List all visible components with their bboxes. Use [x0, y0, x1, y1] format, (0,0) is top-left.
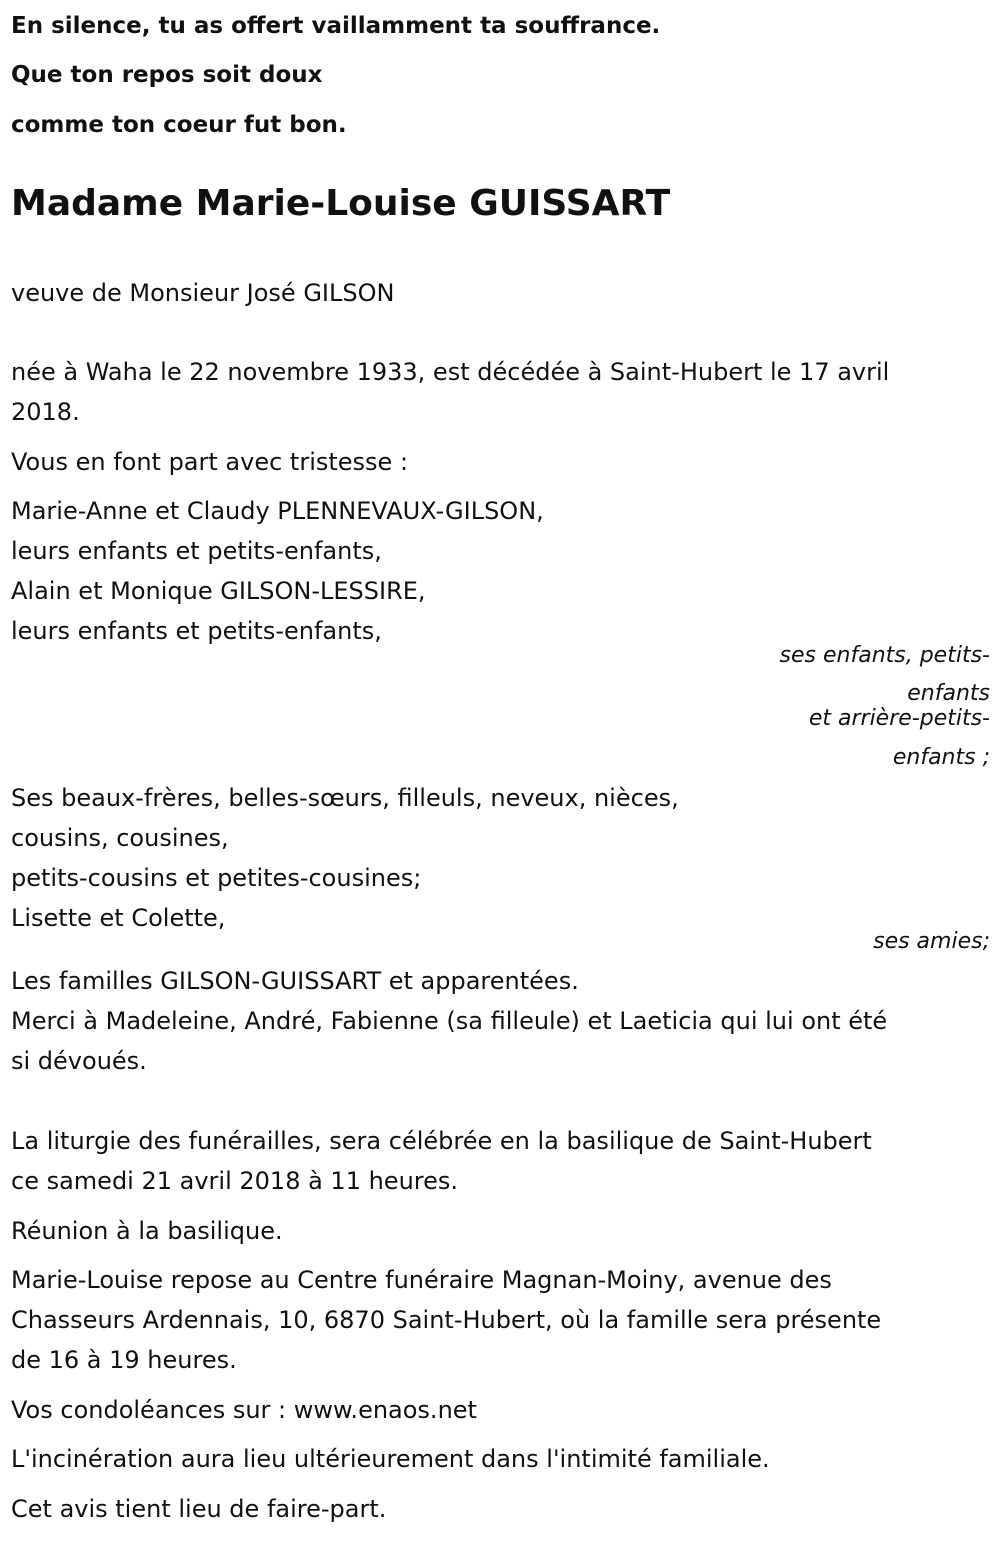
family-line: petits-cousins et petites-cousines;	[11, 864, 422, 892]
family-line: Lisette et Colette,	[11, 904, 226, 932]
poem-line-3: comme ton coeur fut bon.	[11, 112, 347, 138]
birth-death-line-1: née à Waha le 22 novembre 1933, est décédée à Saint-Hubert le 17 avril	[11, 358, 890, 386]
spouse-line: veuve de Monsieur José GILSON	[11, 279, 395, 307]
poem-line-1: En silence, tu as offert vaillamment ta souffrance.	[11, 13, 661, 39]
family-line: Alain et Monique GILSON-LESSIRE,	[11, 577, 426, 605]
condolences-line: Vos condoléances sur : www.enaos.net	[11, 1396, 477, 1424]
family-line: Marie-Anne et Claudy PLENNEVAUX-GILSON,	[11, 497, 544, 525]
notice-line: Cet avis tient lieu de faire-part.	[11, 1495, 387, 1523]
poem-line-2: Que ton repos soit doux	[11, 62, 323, 88]
thanks-line-1: Merci à Madeleine, André, Fabienne (sa filleule) et Laeticia qui lui ont été	[11, 1007, 888, 1035]
announcement-intro: Vous en font part avec tristesse :	[11, 448, 409, 476]
thanks-line-2: si dévoués.	[11, 1047, 147, 1075]
liturgy-line-2: ce samedi 21 avril 2018 à 11 heures.	[11, 1167, 459, 1195]
rest-line-2: Chasseurs Ardennais, 10, 6870 Saint-Hubert, où la famille sera présente	[11, 1306, 882, 1334]
family-line: Ses beaux-frères, belles-sœurs, filleuls, neveux, nièces,	[11, 784, 679, 812]
birth-death-line-2: 2018.	[11, 398, 80, 426]
family-role-line: et arrière-petits-	[808, 706, 990, 731]
family-line: leurs enfants et petits-enfants,	[11, 617, 382, 645]
family-role-line: enfants	[907, 681, 990, 706]
rest-line-3: de 16 à 19 heures.	[11, 1346, 237, 1374]
family-line: leurs enfants et petits-enfants,	[11, 537, 382, 565]
family-role-line: enfants ;	[892, 745, 990, 770]
family-role-line: ses enfants, petits-	[779, 643, 990, 668]
deceased-name: Madame Marie-Louise GUISSART	[11, 183, 671, 224]
friends-role-line: ses amies;	[873, 929, 990, 954]
family-line: cousins, cousines,	[11, 824, 229, 852]
families-line: Les familles GILSON-GUISSART et apparentées.	[11, 967, 579, 995]
liturgy-line-1: La liturgie des funérailles, sera célébrée en la basilique de Saint-Hubert	[11, 1127, 872, 1155]
meeting-line: Réunion à la basilique.	[11, 1217, 283, 1245]
rest-line-1: Marie-Louise repose au Centre funéraire Magnan-Moiny, avenue des	[11, 1266, 832, 1294]
cremation-line: L'incinération aura lieu ultérieurement dans l'intimité familiale.	[11, 1445, 770, 1473]
